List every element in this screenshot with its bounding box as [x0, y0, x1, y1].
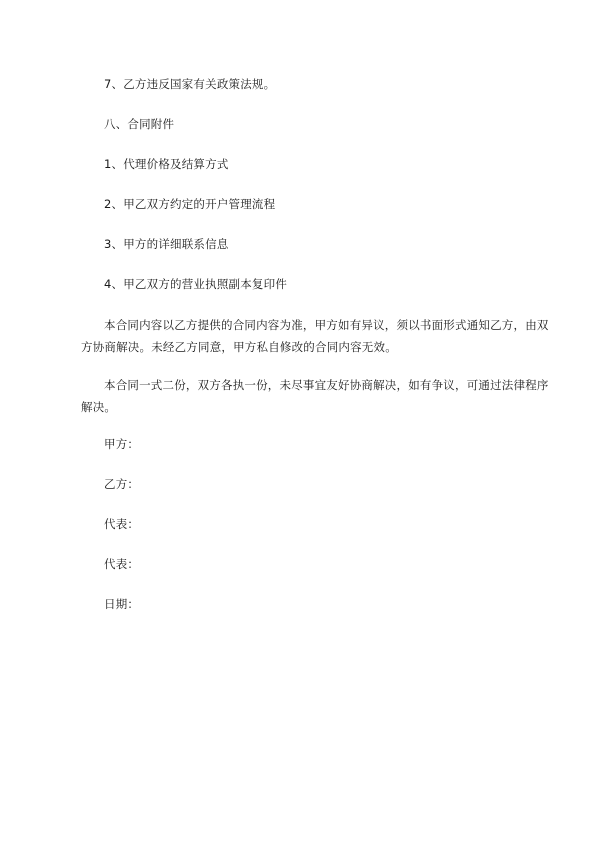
attachment-item-1: 1、代理价格及结算方式	[104, 157, 229, 171]
signature-representative-b: 代表：	[104, 557, 140, 571]
attachment-item-2: 2、甲乙双方约定的开户管理流程	[104, 197, 276, 211]
contract-copies-paragraph: 本合同一式二份，双方各执一份，未尽事宜友好协商解决，如有争议，可通过法律程序解决。	[81, 378, 549, 414]
attachment-item-3: 3、甲方的详细联系信息	[104, 237, 229, 251]
attachment-item-4: 4、甲乙双方的营业执照副本复印件	[104, 277, 288, 291]
signature-party-a: 甲方：	[104, 437, 140, 451]
clause-7: 7、乙方违反国家有关政策法规。	[104, 77, 276, 91]
signature-representative-a: 代表：	[104, 517, 140, 531]
contract-content-paragraph: 本合同内容以乙方提供的合同内容为准，甲方如有异议，须以书面形式通知乙方，由双方协商解决。未经乙方同意，甲方私自修改的合同内容无效。	[81, 318, 549, 354]
signature-date: 日期：	[104, 597, 140, 611]
signature-party-b: 乙方：	[104, 477, 140, 491]
section-8-heading: 八、合同附件	[104, 117, 175, 131]
